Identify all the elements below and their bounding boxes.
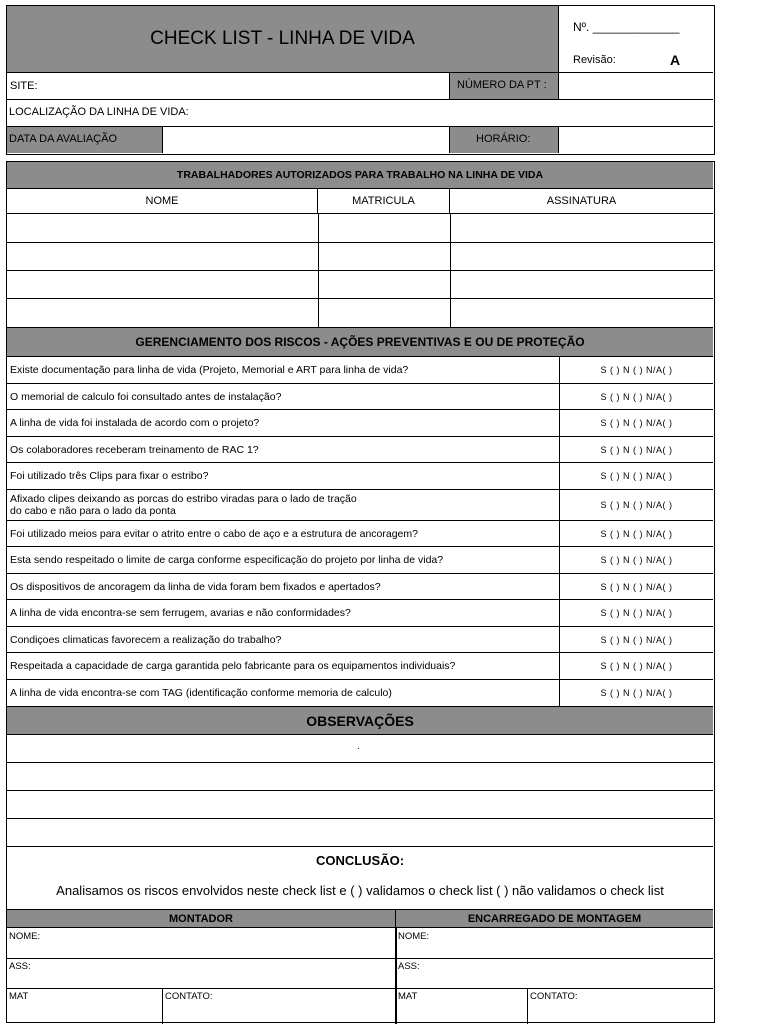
pt-number-field[interactable] xyxy=(560,73,713,99)
observations-title: OBSERVAÇÕES xyxy=(7,706,713,735)
main-block xyxy=(6,161,715,1023)
table-row[interactable] xyxy=(7,299,713,327)
site-label: SITE: xyxy=(10,79,38,92)
montador-mat-label: MAT xyxy=(9,991,29,1002)
answer-options[interactable]: S ( ) N ( ) N/A( ) xyxy=(560,490,713,521)
list-item: Foi utilizado três Clips para fixar o estribo? xyxy=(7,463,559,490)
encarregado-contact-label: CONTATO: xyxy=(530,991,578,1002)
col-matricula: MATRICULA xyxy=(318,189,450,214)
form-number: Nº. _____________ xyxy=(573,20,680,34)
revision-value: A xyxy=(670,52,681,68)
observation-dot: . xyxy=(357,741,360,752)
list-item: A linha de vida encontra-se com TAG (identificação conforme memoria de calculo) xyxy=(10,687,392,699)
answer-options[interactable]: S ( ) N ( ) N/A( ) xyxy=(560,410,713,437)
list-item: Respeitada a capacidade de carga garantida pelo fabricante para os equipamentos individuais? xyxy=(7,653,559,680)
table-row[interactable] xyxy=(7,271,713,299)
list-item: A linha de vida encontra-se sem ferrugem, avarias e não conformidades? xyxy=(7,600,559,627)
site-field[interactable] xyxy=(57,73,449,99)
answer-options[interactable]: S ( ) N ( ) N/A( ) xyxy=(560,547,713,574)
list-item: Afixado clipes deixando as porcas do estribo viradas para o lado de tração do cabo e não para o lado da ponta xyxy=(7,490,559,521)
page-title: CHECK LIST - LINHA DE VIDA xyxy=(150,28,415,49)
list-item: Foi utilizado meios para evitar o atrito entre o cabo de aço e a estrutura de ancoragem? xyxy=(7,521,559,547)
answer-options[interactable]: S ( ) N ( ) N/A( ) xyxy=(560,384,713,410)
workers-title: TRABALHADORES AUTORIZADOS PARA TRABALHO NA LINHA DE VIDA xyxy=(7,162,713,189)
conclusion-text[interactable]: Analisamos os riscos envolvidos neste check list e ( ) validamos o check list ( ) não validamos o check list xyxy=(56,883,664,898)
encarregado-name-label: NOME: xyxy=(398,931,430,942)
answer-options[interactable]: S ( ) N ( ) N/A( ) xyxy=(560,574,713,600)
location-field[interactable] xyxy=(207,100,713,126)
date-field[interactable] xyxy=(164,127,449,153)
answer-options[interactable]: S ( ) N ( ) N/A( ) xyxy=(560,463,713,490)
table-row[interactable] xyxy=(7,243,713,271)
list-item: Condiçoes climaticas favorecem a realização do trabalho? xyxy=(7,627,559,653)
answer-options[interactable]: S ( ) N ( ) N/A( ) xyxy=(560,653,713,680)
montador-ass-label: ASS: xyxy=(9,961,31,972)
conclusion-block xyxy=(7,847,713,909)
time-label: HORÁRIO: xyxy=(476,133,531,145)
encarregado-ass-label: ASS: xyxy=(398,961,420,972)
answer-options[interactable]: S ( ) N ( ) N/A( ) xyxy=(600,688,673,698)
table-row[interactable] xyxy=(7,214,713,243)
answer-options[interactable]: S ( ) N ( ) N/A( ) xyxy=(560,627,713,653)
list-item: Existe documentação para linha de vida (Projeto, Memorial e ART para linha de vida? xyxy=(7,357,559,384)
conclusion-title: CONCLUSÃO: xyxy=(315,853,405,868)
col-assinatura: ASSINATURA xyxy=(450,189,713,214)
answer-options[interactable]: S ( ) N ( ) N/A( ) xyxy=(560,521,713,547)
observation-line[interactable] xyxy=(7,735,713,763)
risks-title: GERENCIAMENTO DOS RISCOS - AÇÕES PREVENTIVAS E OU DE PROTEÇÃO xyxy=(7,327,713,357)
pt-number-label: NÚMERO DA PT : xyxy=(457,79,547,91)
encarregado-title: ENCARREGADO DE MONTAGEM xyxy=(396,909,713,928)
montador-contact-label: CONTATO: xyxy=(165,991,213,1002)
observation-line[interactable] xyxy=(7,791,713,819)
header-block xyxy=(6,5,715,155)
list-item: O memorial de calculo foi consultado antes de instalação? xyxy=(7,384,559,410)
montador-name-label: NOME: xyxy=(9,931,41,942)
observation-line[interactable] xyxy=(7,763,713,791)
title-cell xyxy=(7,6,559,72)
answer-options[interactable]: S ( ) N ( ) N/A( ) xyxy=(560,437,713,463)
list-item: Esta sendo respeitado o limite de carga conforme especificação do projeto por linha de vida? xyxy=(7,547,559,574)
time-field[interactable] xyxy=(560,127,713,153)
list-item: Os dispositivos de ancoragem da linha de vida foram bem fixados e apertados? xyxy=(7,574,559,600)
montador-title: MONTADOR xyxy=(7,909,396,928)
encarregado-mat-label: MAT xyxy=(398,991,418,1002)
list-item: A linha de vida foi instalada de acordo com o projeto? xyxy=(7,410,559,437)
answer-options[interactable]: S ( ) N ( ) N/A( ) xyxy=(560,357,713,384)
col-nome: NOME xyxy=(7,189,318,214)
date-label: DATA DA AVALIAÇÃO xyxy=(9,133,118,145)
observation-line[interactable] xyxy=(7,819,713,847)
revision-label: Revisão: xyxy=(573,54,616,66)
list-item: Os colaboradores receberam treinamento de RAC 1? xyxy=(7,437,559,463)
answer-options[interactable]: S ( ) N ( ) N/A( ) xyxy=(560,600,713,627)
location-label: LOCALIZAÇÃO DA LINHA DE VIDA: xyxy=(9,106,189,118)
